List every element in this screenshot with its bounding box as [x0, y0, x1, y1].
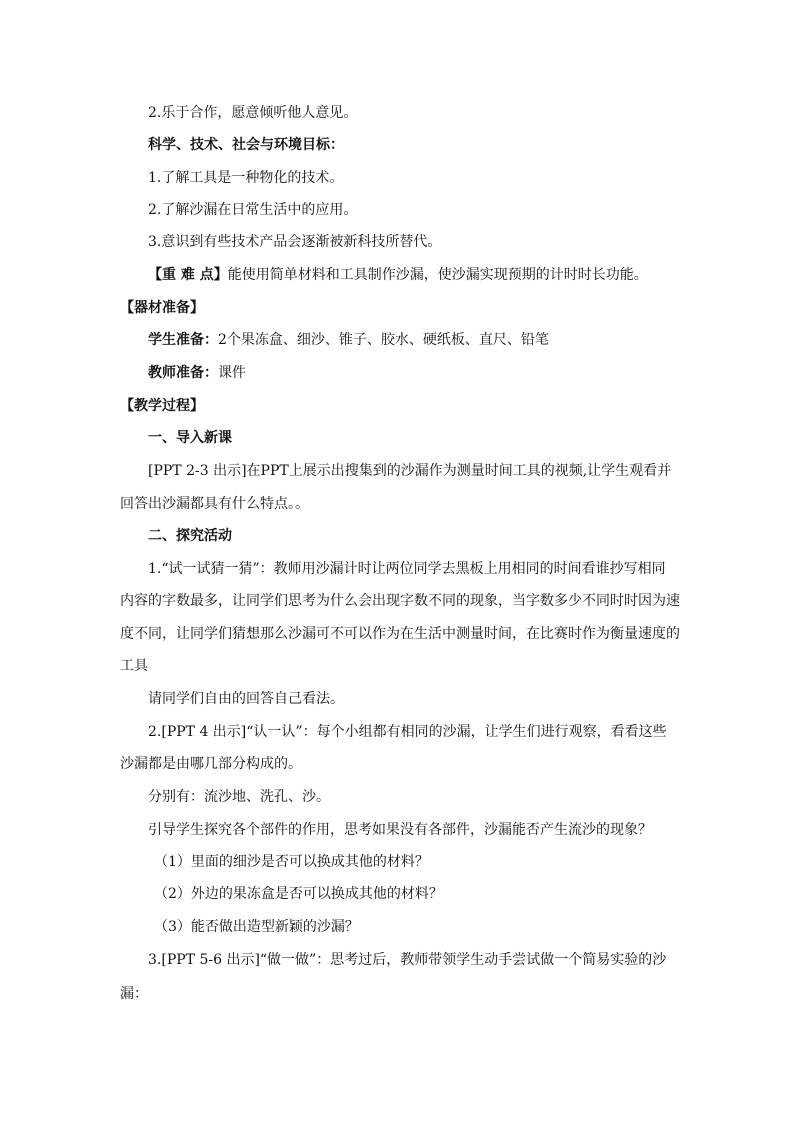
teacher-prep-text: 课件 [218, 365, 246, 381]
key-points-line [148, 265, 708, 285]
paragraph-line: 3.[PPT 5-6 出示]“做一做”：思考过后，教师带领学生动手尝试做一个简易实验的沙 [148, 952, 667, 968]
paragraph-line: 回答出沙漏都具有什么特点。。 [120, 496, 309, 512]
paragraph-line: 漏： [120, 986, 148, 1002]
paragraph-line: 度不同，让同学们猜想那么沙漏可不可以作为在生活中测量时间，在比赛时作为衡量速度的 [120, 626, 680, 642]
paragraph-line: 引导学生探究各个部件的作用，思考如果没有各部件，沙漏能否产生流沙的现象？ [148, 822, 652, 838]
question-item: （3）能否做出造型新颖的沙漏？ [154, 919, 359, 935]
materials-teacher-line [148, 363, 708, 383]
student-prep-label: 学生准备： [148, 332, 218, 348]
subsection-heading: 二、探究活动 [148, 528, 232, 544]
paragraph-line: 工具 [120, 658, 148, 674]
section-heading: 科学、技术、社会与环境目标： [148, 137, 344, 153]
section-heading: 【器材准备】 [120, 300, 204, 316]
subsection-heading: 一、导入新课 [148, 430, 232, 446]
paragraph-line: 分别有：流沙地、洗孔、沙。 [148, 789, 330, 805]
teacher-prep-label: 教师准备： [148, 365, 218, 381]
question-item: （2）外边的果冻盒是否可以换成其他的材料？ [154, 886, 443, 902]
materials-student-line [148, 330, 708, 350]
key-points-label: 【重 难 点】 [148, 267, 228, 283]
paragraph-line: 请同学们自由的回答自己看法。 [148, 691, 344, 707]
student-prep-text: 2个果冻盒、细沙、锥子、胶水、硬纸板、直尺、铅笔 [218, 332, 549, 348]
text-line: 2.乐于合作，愿意倾听他人意见。 [148, 105, 358, 121]
paragraph-line: 内容的字数最多，让同学们思考为什么会出现字数不同的现象，当字数多少不同时时因为速 [120, 593, 680, 609]
paragraph-line: [PPT 2-3 出示]在PPT上展示出搜集到的沙漏作为测量时间工具的视频,让学生观看并 [148, 463, 672, 479]
question-item: （1）里面的细沙是否可以换成其他的材料？ [154, 854, 429, 870]
text-line: 3.意识到有些技术产品会逐渐被新科技所替代。 [148, 234, 442, 250]
paragraph-line: 1.“试一试猜一猜”：教师用沙漏计时让两位同学去黑板上用相同的时间看谁抄写相同 [148, 561, 666, 577]
section-heading: 【教学过程】 [120, 398, 204, 414]
text-line: 2.了解沙漏在日常生活中的应用。 [148, 202, 358, 218]
paragraph-line: 2.[PPT 4 出示]“认一认”：每个小组都有相同的沙漏，让学生们进行观察，看看这些 [148, 724, 667, 740]
text-line: 1.了解工具是一种物化的技术。 [148, 170, 344, 186]
paragraph-line: 沙漏都是由哪几部分构成的。 [120, 756, 302, 772]
key-points-text: 能使用简单材料和工具制作沙漏，使沙漏实现预期的计时时长功能。 [227, 267, 648, 283]
